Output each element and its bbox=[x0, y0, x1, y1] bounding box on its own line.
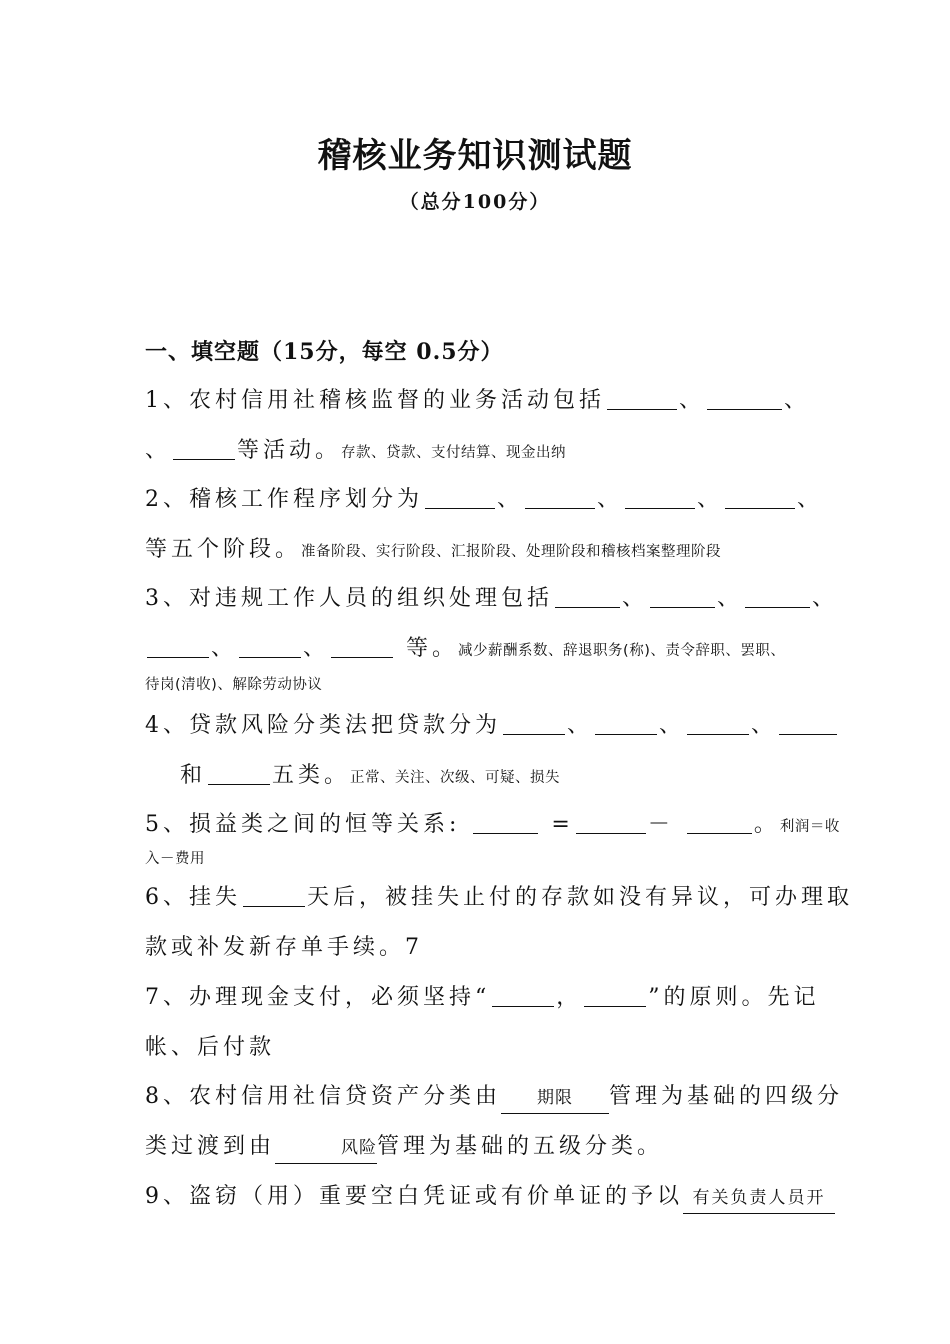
question-4-text-end: 五类。 bbox=[272, 763, 351, 788]
question-3-text-end: 等。 bbox=[406, 636, 459, 661]
filled-answer-term: 期限 bbox=[501, 1083, 609, 1114]
separator: 、 bbox=[697, 487, 724, 512]
question-8-text-3: 类过渡到由 bbox=[145, 1134, 276, 1159]
question-5-answer-1: 利润＝收 bbox=[779, 819, 840, 835]
question-6-text: 6、挂失 bbox=[145, 885, 241, 910]
question-5-text: 5、损益类之间的恒等关系: bbox=[145, 812, 461, 837]
answer-blank[interactable] bbox=[243, 884, 305, 907]
page-title: 稽核业务知识测试题 bbox=[317, 136, 633, 176]
separator: 、 bbox=[659, 713, 686, 738]
separator: 、 bbox=[497, 487, 524, 512]
separator: 、 bbox=[303, 636, 330, 661]
question-9-line-1 bbox=[145, 1182, 835, 1214]
separator: 、 bbox=[622, 586, 649, 611]
question-2-answer: 准备阶段、实行阶段、汇报阶段、处理阶段和稽核档案整理阶段 bbox=[301, 544, 722, 560]
minus-sign: － bbox=[647, 812, 674, 837]
question-8-line-1 bbox=[145, 1082, 843, 1114]
answer-blank[interactable] bbox=[425, 486, 495, 509]
answer-blank[interactable] bbox=[779, 712, 837, 735]
question-3-line-2 bbox=[145, 634, 785, 666]
question-6-line-2: 款或补发新存单手续。7 bbox=[145, 935, 423, 960]
question-2-text-end: 等五个阶段。 bbox=[145, 537, 302, 562]
question-8-text-4: 管理为基础的五级分类。 bbox=[377, 1134, 664, 1159]
question-1-line-2 bbox=[145, 436, 566, 468]
separator: 、 bbox=[751, 713, 778, 738]
question-7-text: 7、办理现金支付，必须坚持“ bbox=[145, 985, 491, 1010]
question-3-text: 3、对违规工作人员的组织处理包括 bbox=[145, 586, 553, 611]
question-3-line-1 bbox=[145, 584, 838, 614]
question-8-text: 8、农村信用社信贷资产分类由 bbox=[145, 1084, 501, 1109]
separator: 、 bbox=[812, 586, 839, 611]
answer-blank[interactable] bbox=[473, 811, 538, 834]
separator: 、 bbox=[211, 636, 238, 661]
separator: 、 bbox=[784, 388, 811, 413]
answer-blank[interactable] bbox=[687, 811, 752, 834]
equals-sign: = bbox=[551, 812, 574, 837]
answer-blank[interactable] bbox=[707, 387, 782, 410]
question-9-text: 9、盗窃（用）重要空白凭证或有价单证的予以 bbox=[145, 1184, 683, 1209]
question-4-and: 和 bbox=[180, 763, 207, 788]
question-4-answer: 正常、关注、次级、可疑、损失 bbox=[350, 770, 561, 786]
answer-blank[interactable] bbox=[331, 635, 393, 658]
page-subtitle: （总分100分） bbox=[399, 191, 551, 213]
answer-blank[interactable] bbox=[650, 585, 715, 608]
question-2-line-1 bbox=[145, 485, 823, 515]
answer-blank[interactable] bbox=[725, 486, 795, 509]
answer-blank[interactable] bbox=[239, 635, 301, 658]
separator: 、 bbox=[567, 713, 594, 738]
comma: ， bbox=[556, 985, 583, 1010]
answer-blank[interactable] bbox=[173, 437, 235, 460]
answer-blank[interactable] bbox=[595, 712, 657, 735]
question-6-line-1 bbox=[145, 883, 853, 913]
answer-blank[interactable] bbox=[687, 712, 749, 735]
answer-blank[interactable] bbox=[745, 585, 810, 608]
question-3-answer-2: 待岗(清收)、解除劳动协议 bbox=[145, 677, 323, 693]
answer-blank[interactable] bbox=[607, 387, 677, 410]
answer-blank[interactable] bbox=[576, 811, 646, 834]
separator: 、 bbox=[797, 487, 824, 512]
answer-blank[interactable] bbox=[555, 585, 620, 608]
question-1-answer: 存款、贷款、支付结算、现金出纳 bbox=[341, 445, 567, 461]
question-1-text-end: 等活动。 bbox=[237, 438, 342, 463]
separator: 、 bbox=[717, 586, 744, 611]
question-7-line-1 bbox=[145, 983, 820, 1013]
question-4-line-2 bbox=[180, 761, 560, 793]
answer-blank[interactable] bbox=[525, 486, 595, 509]
question-1-line-1 bbox=[145, 386, 810, 416]
separator: 、 bbox=[597, 487, 624, 512]
answer-blank[interactable] bbox=[625, 486, 695, 509]
answer-blank[interactable] bbox=[503, 712, 565, 735]
separator: 、 bbox=[679, 388, 706, 413]
question-7-line-2: 帐、后付款 bbox=[145, 1035, 276, 1060]
filled-answer-risk: 风险 bbox=[275, 1133, 377, 1164]
question-3-answer-1: 减少薪酬系数、辞退职务(称)、责令辞职、罢职、 bbox=[458, 643, 786, 659]
question-5-line-1 bbox=[145, 810, 840, 842]
question-5-answer-2: 入－费用 bbox=[145, 851, 205, 867]
question-2-text: 2、稽核工作程序划分为 bbox=[145, 487, 423, 512]
separator: 、 bbox=[145, 438, 172, 463]
question-1-text: 1、农村信用社稽核监督的业务活动包括 bbox=[145, 388, 605, 413]
question-6-text-2: 天后，被挂失止付的存款如没有异议，可办理取 bbox=[307, 885, 854, 910]
answer-blank[interactable] bbox=[147, 635, 209, 658]
period: 。 bbox=[753, 812, 780, 837]
question-4-line-1 bbox=[145, 711, 839, 741]
filled-answer-penalty: 有关负责人员开 bbox=[683, 1183, 835, 1214]
question-8-line-2 bbox=[145, 1132, 663, 1164]
question-7-text-2: ”的原则。先记 bbox=[648, 985, 820, 1010]
answer-blank[interactable] bbox=[584, 984, 646, 1007]
question-8-text-2: 管理为基础的四级分 bbox=[609, 1084, 844, 1109]
question-4-text: 4、贷款风险分类法把贷款分为 bbox=[145, 713, 501, 738]
section-heading-fill-in: 一、填空题（15分，每空 0.5分） bbox=[145, 339, 504, 365]
answer-blank[interactable] bbox=[492, 984, 554, 1007]
question-2-line-2 bbox=[145, 535, 721, 567]
answer-blank[interactable] bbox=[208, 762, 270, 785]
